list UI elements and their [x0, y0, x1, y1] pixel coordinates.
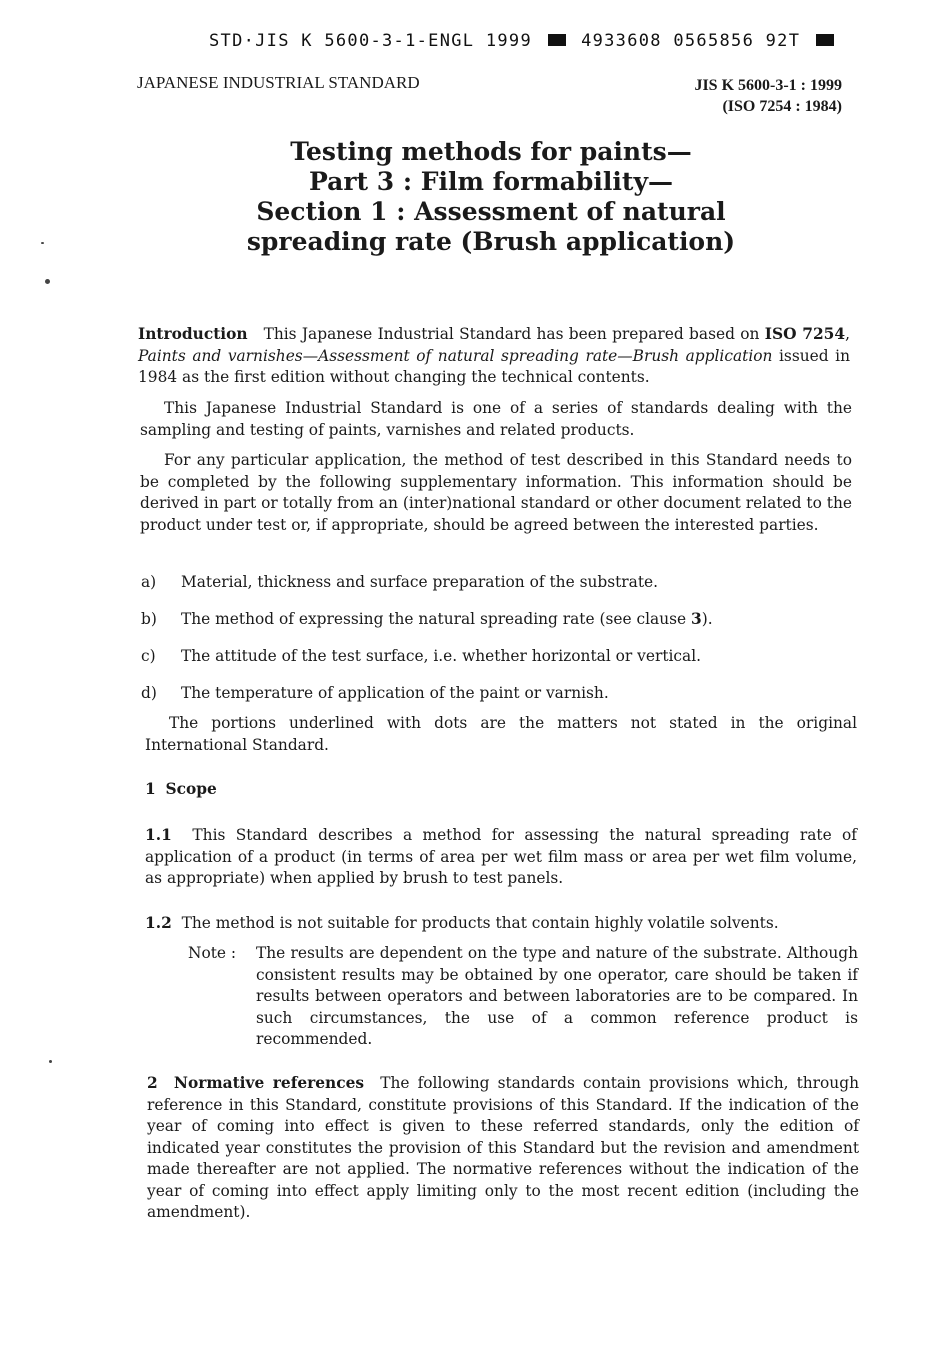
list-item-label: d) — [141, 684, 157, 702]
standard-number-block — [694, 75, 842, 117]
section-text: The following standards contain provisions which, through reference in this Standard, constitute provisions of this Standard. If the indication of the year of coming into effect is given to these referred standards, only the edition of indicated year constitutes the provision of this Standard but the revision and amendment made thereafter are not applied. The normative references without the indication of the year of coming into effect apply limiting only to the most recent edition (including the amendment). — [147, 1074, 859, 1221]
catalog-line-text: STD·JIS K 5600-3-1-ENGL 1999 — [209, 31, 532, 51]
iso-reference: ISO 7254 — [764, 325, 846, 343]
note-label: Note : — [188, 944, 237, 962]
catalog-line — [209, 31, 829, 51]
iso-equivalent: (ISO 7254 : 1984) — [722, 98, 842, 115]
title-line-2: Part 3 : Film formability— — [309, 167, 673, 196]
list-item-text: The method of expressing the natural spreading rate (see clause — [181, 610, 692, 628]
iso-title: Paints and varnishes—Assessment of natural spreading rate—Brush application — [138, 346, 773, 365]
section-number: 1 — [145, 780, 156, 798]
list-item-label: c) — [141, 647, 156, 665]
intro-paragraph-4: The portions underlined with dots are the matters not stated in the original International Standard. — [145, 714, 857, 754]
scope-heading — [145, 779, 217, 801]
section-title: Scope — [165, 780, 217, 798]
scope-1-2 — [145, 913, 857, 935]
list-item-text: The attitude of the test surface, i.e. whether horizontal or vertical. — [181, 647, 702, 665]
scan-speck — [41, 242, 44, 244]
list-item — [141, 609, 853, 631]
list-item-text: The temperature of application of the paint or varnish. — [181, 684, 609, 702]
standard-number: JIS K 5600-3-1 : 1999 — [694, 77, 842, 94]
scan-speck — [49, 1060, 52, 1063]
intro-paragraph-2: This Japanese Industrial Standard is one of a series of standards dealing with the sampling and testing of paints, varnishes and related products. — [140, 399, 852, 439]
list-item-text: Material, thickness and surface preparation of the substrate. — [181, 573, 659, 591]
title-line-1: Testing methods for paints— — [290, 137, 692, 166]
subsection-text: The method is not suitable for products that contain highly volatile solvents. — [181, 914, 779, 932]
list-item-label: a) — [141, 573, 157, 591]
standard-type: JAPANESE INDUSTRIAL STANDARD — [137, 73, 420, 92]
section-number: 2 — [147, 1074, 158, 1092]
intro-heading: Introduction — [138, 325, 248, 343]
intro-paragraph-1 — [138, 324, 850, 389]
list-item — [141, 646, 853, 668]
subsection-number: 1.1 — [145, 826, 172, 844]
title-line-4: spreading rate (Brush application) — [246, 227, 736, 256]
title-line-3: Section 1 : Assessment of natural — [256, 197, 726, 226]
scope-1-1 — [145, 825, 857, 890]
subsection-text: This Standard describes a method for assessing the natural spreading rate of application of a product (in terms of area per wet film mass or area per wet film volume, as appropriate) when applied by brush to test panels. — [145, 826, 857, 887]
note-text: The results are dependent on the type and nature of the substrate. Although consistent results may be obtained by one operator, care should be taken if results between operators and between laboratories are to be compared. In such circumstances, the use of a common reference product is recommended. — [256, 944, 858, 1048]
clause-reference: 3 — [691, 610, 702, 628]
page-title — [0, 137, 950, 257]
scan-speck — [45, 279, 50, 284]
list-item — [141, 572, 853, 594]
intro-comma: , — [845, 325, 850, 343]
intro-text: This Japanese Industrial Standard has been prepared based on — [263, 325, 765, 343]
intro-tail: issued in 1984 as the first edition without changing the technical contents. — [138, 346, 850, 386]
intro-paragraph-3: For any particular application, the method of test described in this Standard needs to be completed by the following supplementary information. This information should be derived in part or totally from an (inter)national standard or other document related to the product under test or, if appropriate, should be agreed between the interested parties. — [140, 451, 852, 534]
catalog-code: 4933608 0565856 92T — [581, 31, 801, 51]
list-item-end: ). — [701, 610, 713, 628]
subsection-number: 1.2 — [145, 914, 172, 932]
black-block-mark — [816, 34, 834, 46]
list-item-label: b) — [141, 610, 157, 628]
normative-references — [147, 1073, 859, 1224]
scope-note — [188, 943, 858, 1051]
list-item — [141, 683, 853, 705]
black-block-mark — [548, 34, 566, 46]
section-title: Normative references — [173, 1074, 365, 1092]
